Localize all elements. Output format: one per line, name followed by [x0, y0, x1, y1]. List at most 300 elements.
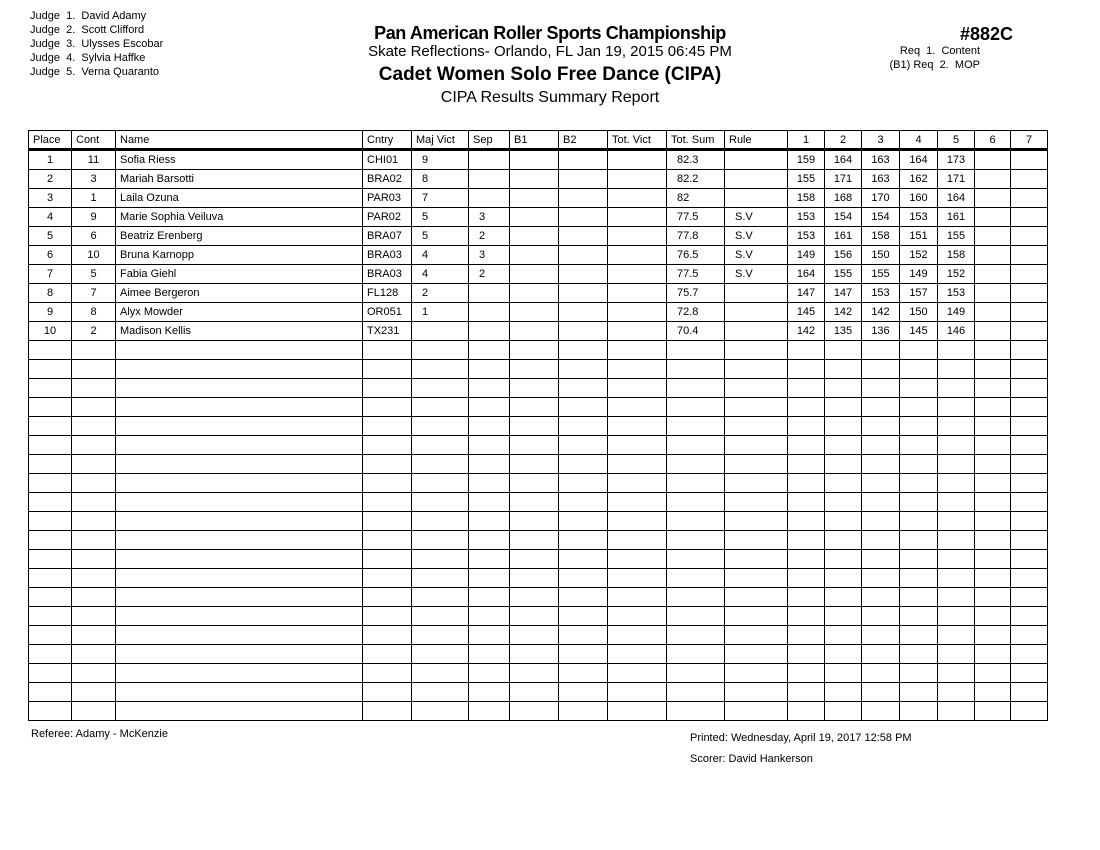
empty-cell — [725, 455, 788, 474]
cell-judge-1-score: 153 — [788, 227, 825, 246]
empty-cell — [975, 588, 1011, 607]
empty-cell — [938, 702, 975, 721]
empty-cell — [1011, 474, 1048, 493]
empty-cell — [469, 455, 510, 474]
cell-judge-7-score — [1011, 170, 1048, 189]
empty-cell — [72, 645, 116, 664]
empty-cell — [363, 379, 412, 398]
empty-cell — [725, 512, 788, 531]
table-row — [29, 227, 1048, 246]
empty-cell — [938, 455, 975, 474]
cell-judge-5-score: 152 — [938, 265, 975, 284]
empty-cell — [72, 379, 116, 398]
empty-cell — [559, 474, 608, 493]
empty-table-row — [29, 683, 1048, 702]
empty-cell — [788, 607, 825, 626]
empty-table-row — [29, 664, 1048, 683]
empty-cell — [29, 455, 72, 474]
empty-cell — [900, 550, 938, 569]
empty-cell — [608, 645, 667, 664]
empty-cell — [975, 379, 1011, 398]
empty-cell — [72, 531, 116, 550]
cell-judge-5-score: 155 — [938, 227, 975, 246]
empty-cell — [862, 550, 900, 569]
table-row — [29, 246, 1048, 265]
cell-cntry: BRA03 — [363, 265, 412, 284]
empty-cell — [725, 683, 788, 702]
empty-cell — [72, 512, 116, 531]
empty-cell — [900, 702, 938, 721]
cell-name: Sofia Riess — [116, 150, 363, 170]
empty-cell — [363, 550, 412, 569]
cell-judge-3-score: 158 — [862, 227, 900, 246]
empty-cell — [938, 474, 975, 493]
empty-cell — [559, 702, 608, 721]
empty-cell — [469, 626, 510, 645]
empty-cell — [788, 360, 825, 379]
col-b1: B1 — [510, 131, 559, 150]
empty-cell — [667, 569, 725, 588]
requirement-2: (B1) Req 2. MOP — [889, 59, 980, 71]
empty-table-row — [29, 645, 1048, 664]
empty-cell — [1011, 569, 1048, 588]
col-judge-3: 3 — [862, 131, 900, 150]
col-judge-4: 4 — [900, 131, 938, 150]
cell-judge-7-score — [1011, 284, 1048, 303]
empty-cell — [1011, 664, 1048, 683]
cell-sep — [469, 322, 510, 341]
empty-cell — [788, 664, 825, 683]
empty-cell — [608, 664, 667, 683]
empty-cell — [825, 626, 862, 645]
empty-cell — [1011, 607, 1048, 626]
col-b2: B2 — [559, 131, 608, 150]
empty-cell — [510, 417, 559, 436]
cell-judge-2-score: 168 — [825, 189, 862, 208]
empty-table-row — [29, 569, 1048, 588]
empty-cell — [725, 417, 788, 436]
cell-judge-2-score: 155 — [825, 265, 862, 284]
empty-cell — [608, 588, 667, 607]
cell-judge-4-score: 160 — [900, 189, 938, 208]
cell-tot-sum: 82 — [667, 189, 725, 208]
empty-cell — [412, 531, 469, 550]
col-maj-vict: Maj Vict — [412, 131, 469, 150]
judges-list — [30, 9, 163, 79]
empty-cell — [72, 436, 116, 455]
cell-cntry: BRA02 — [363, 170, 412, 189]
empty-table-row — [29, 379, 1048, 398]
empty-cell — [862, 360, 900, 379]
empty-cell — [862, 626, 900, 645]
empty-cell — [469, 588, 510, 607]
empty-cell — [29, 493, 72, 512]
empty-cell — [116, 455, 363, 474]
empty-cell — [788, 626, 825, 645]
cell-cont: 8 — [72, 303, 116, 322]
cell-b1 — [510, 303, 559, 322]
empty-cell — [938, 664, 975, 683]
empty-cell — [469, 550, 510, 569]
empty-cell — [29, 588, 72, 607]
cell-sep: 3 — [469, 208, 510, 227]
empty-table-row — [29, 493, 1048, 512]
cell-b2 — [559, 170, 608, 189]
empty-cell — [363, 607, 412, 626]
empty-cell — [725, 588, 788, 607]
cell-place: 10 — [29, 322, 72, 341]
empty-cell — [510, 474, 559, 493]
cell-judge-4-score: 157 — [900, 284, 938, 303]
empty-cell — [975, 474, 1011, 493]
cell-maj-vict: 4 — [412, 246, 469, 265]
empty-table-row — [29, 626, 1048, 645]
table-row — [29, 150, 1048, 170]
cell-maj-vict: 1 — [412, 303, 469, 322]
empty-cell — [825, 569, 862, 588]
cell-judge-5-score: 149 — [938, 303, 975, 322]
cell-judge-6-score — [975, 284, 1011, 303]
empty-cell — [559, 683, 608, 702]
empty-cell — [29, 664, 72, 683]
empty-cell — [72, 607, 116, 626]
empty-cell — [510, 398, 559, 417]
cell-judge-2-score: 161 — [825, 227, 862, 246]
empty-cell — [72, 474, 116, 493]
empty-cell — [116, 474, 363, 493]
empty-cell — [900, 360, 938, 379]
empty-cell — [72, 588, 116, 607]
empty-cell — [412, 436, 469, 455]
empty-cell — [116, 664, 363, 683]
empty-cell — [510, 626, 559, 645]
cell-judge-4-score: 153 — [900, 208, 938, 227]
empty-cell — [72, 360, 116, 379]
empty-cell — [862, 664, 900, 683]
empty-cell — [1011, 550, 1048, 569]
empty-cell — [725, 645, 788, 664]
empty-cell — [469, 683, 510, 702]
empty-cell — [725, 531, 788, 550]
empty-cell — [72, 683, 116, 702]
empty-cell — [862, 417, 900, 436]
empty-table-row — [29, 341, 1048, 360]
empty-cell — [363, 664, 412, 683]
empty-cell — [667, 417, 725, 436]
cell-judge-7-score — [1011, 303, 1048, 322]
empty-cell — [725, 626, 788, 645]
table-row — [29, 322, 1048, 341]
empty-cell — [825, 341, 862, 360]
cell-judge-7-score — [1011, 189, 1048, 208]
cell-cntry: BRA03 — [363, 246, 412, 265]
empty-cell — [862, 607, 900, 626]
empty-cell — [116, 702, 363, 721]
col-place: Place — [29, 131, 72, 150]
cell-b2 — [559, 303, 608, 322]
cell-judge-6-score — [975, 246, 1011, 265]
cell-maj-vict: 7 — [412, 189, 469, 208]
col-judge-6: 6 — [975, 131, 1011, 150]
cell-judge-6-score — [975, 150, 1011, 170]
empty-cell — [363, 702, 412, 721]
empty-cell — [938, 607, 975, 626]
empty-cell — [938, 341, 975, 360]
empty-cell — [788, 550, 825, 569]
empty-cell — [1011, 588, 1048, 607]
empty-cell — [862, 436, 900, 455]
empty-cell — [72, 493, 116, 512]
cell-rule — [725, 150, 788, 170]
empty-cell — [667, 607, 725, 626]
cell-name: Bruna Karnopp — [116, 246, 363, 265]
cell-maj-vict: 8 — [412, 170, 469, 189]
empty-cell — [608, 531, 667, 550]
empty-cell — [900, 417, 938, 436]
empty-cell — [825, 512, 862, 531]
empty-cell — [938, 417, 975, 436]
col-sep: Sep — [469, 131, 510, 150]
cell-judge-3-score: 163 — [862, 150, 900, 170]
judge-3: Judge 3. Ulysses Escobar — [30, 38, 164, 50]
empty-cell — [469, 493, 510, 512]
empty-cell — [1011, 512, 1048, 531]
empty-cell — [29, 398, 72, 417]
empty-cell — [825, 493, 862, 512]
empty-cell — [363, 645, 412, 664]
scorer-name: Scorer: David Hankerson — [690, 753, 813, 765]
empty-cell — [412, 702, 469, 721]
empty-table-row — [29, 455, 1048, 474]
empty-cell — [608, 436, 667, 455]
empty-cell — [725, 379, 788, 398]
empty-cell — [559, 626, 608, 645]
empty-cell — [412, 645, 469, 664]
empty-cell — [559, 512, 608, 531]
cell-cont: 9 — [72, 208, 116, 227]
empty-cell — [608, 569, 667, 588]
empty-cell — [363, 588, 412, 607]
event-number: #882C — [960, 24, 1014, 44]
col-tot-sum: Tot. Sum — [667, 131, 725, 150]
empty-cell — [363, 398, 412, 417]
empty-cell — [72, 569, 116, 588]
judge-5: Judge 5. Verna Quaranto — [30, 66, 160, 78]
cell-name: Fabia Giehl — [116, 265, 363, 284]
empty-cell — [116, 550, 363, 569]
empty-cell — [363, 474, 412, 493]
empty-cell — [72, 398, 116, 417]
empty-cell — [116, 626, 363, 645]
empty-cell — [667, 683, 725, 702]
empty-table-row — [29, 474, 1048, 493]
empty-cell — [559, 588, 608, 607]
empty-cell — [29, 417, 72, 436]
cell-place: 1 — [29, 150, 72, 170]
empty-cell — [862, 455, 900, 474]
empty-cell — [725, 702, 788, 721]
empty-cell — [1011, 493, 1048, 512]
empty-cell — [938, 493, 975, 512]
cell-maj-vict: 2 — [412, 284, 469, 303]
empty-cell — [363, 683, 412, 702]
requirements-list — [862, 44, 980, 72]
cell-judge-2-score: 135 — [825, 322, 862, 341]
event-title: Cadet Women Solo Free Dance (CIPA) — [378, 64, 722, 85]
empty-cell — [725, 664, 788, 683]
empty-cell — [510, 512, 559, 531]
cell-sep — [469, 284, 510, 303]
empty-cell — [862, 379, 900, 398]
empty-cell — [116, 569, 363, 588]
empty-cell — [510, 607, 559, 626]
cell-sep: 2 — [469, 265, 510, 284]
cell-tot-vict — [608, 322, 667, 341]
empty-cell — [667, 379, 725, 398]
cell-tot-vict — [608, 150, 667, 170]
cell-b2 — [559, 189, 608, 208]
results-table — [28, 130, 1048, 721]
printed-datetime: Printed: Wednesday, April 19, 2017 12:58 PM — [690, 732, 912, 744]
empty-cell — [975, 493, 1011, 512]
empty-cell — [608, 417, 667, 436]
empty-cell — [667, 531, 725, 550]
empty-cell — [825, 683, 862, 702]
empty-cell — [667, 702, 725, 721]
empty-cell — [510, 531, 559, 550]
empty-cell — [788, 531, 825, 550]
empty-cell — [116, 512, 363, 531]
cell-cntry: PAR02 — [363, 208, 412, 227]
empty-cell — [559, 607, 608, 626]
empty-cell — [469, 360, 510, 379]
empty-cell — [116, 588, 363, 607]
cell-name: Beatriz Erenberg — [116, 227, 363, 246]
empty-cell — [363, 626, 412, 645]
empty-cell — [559, 341, 608, 360]
cell-judge-5-score: 164 — [938, 189, 975, 208]
empty-cell — [559, 360, 608, 379]
col-judge-2: 2 — [825, 131, 862, 150]
empty-cell — [900, 436, 938, 455]
cell-name: Marie Sophia Veiluva — [116, 208, 363, 227]
cell-cont: 5 — [72, 265, 116, 284]
empty-cell — [862, 512, 900, 531]
empty-cell — [938, 379, 975, 398]
empty-cell — [862, 683, 900, 702]
empty-cell — [975, 360, 1011, 379]
cell-b1 — [510, 150, 559, 170]
empty-cell — [608, 379, 667, 398]
empty-cell — [938, 569, 975, 588]
cell-judge-6-score — [975, 170, 1011, 189]
cell-judge-1-score: 159 — [788, 150, 825, 170]
col-tot-vict: Tot. Vict — [608, 131, 667, 150]
empty-cell — [975, 645, 1011, 664]
empty-cell — [116, 645, 363, 664]
venue-datetime: Skate Reflections- Orlando, FL Jan 19, 2015 06:45 PM — [368, 43, 732, 60]
empty-cell — [667, 645, 725, 664]
empty-cell — [608, 474, 667, 493]
empty-cell — [559, 455, 608, 474]
empty-cell — [900, 683, 938, 702]
cell-judge-4-score: 152 — [900, 246, 938, 265]
cell-maj-vict: 9 — [412, 150, 469, 170]
cell-judge-4-score: 145 — [900, 322, 938, 341]
cell-judge-3-score: 155 — [862, 265, 900, 284]
empty-cell — [608, 626, 667, 645]
empty-cell — [900, 531, 938, 550]
cell-b1 — [510, 170, 559, 189]
cell-cntry: PAR03 — [363, 189, 412, 208]
col-cntry: Cntry — [363, 131, 412, 150]
empty-cell — [72, 455, 116, 474]
cell-cont: 11 — [72, 150, 116, 170]
cell-judge-6-score — [975, 265, 1011, 284]
cell-judge-1-score: 158 — [788, 189, 825, 208]
cell-tot-vict — [608, 227, 667, 246]
cell-judge-2-score: 164 — [825, 150, 862, 170]
empty-cell — [788, 645, 825, 664]
empty-cell — [667, 398, 725, 417]
judge-4: Judge 4. Sylvia Haffke — [30, 52, 146, 64]
empty-cell — [29, 531, 72, 550]
empty-cell — [559, 550, 608, 569]
empty-cell — [788, 588, 825, 607]
championship-title: Pan American Roller Sports Championship — [374, 23, 726, 43]
cell-judge-2-score: 154 — [825, 208, 862, 227]
empty-cell — [900, 607, 938, 626]
cell-name: Laila Ozuna — [116, 189, 363, 208]
cell-sep: 3 — [469, 246, 510, 265]
cell-judge-2-score: 156 — [825, 246, 862, 265]
empty-table-row — [29, 588, 1048, 607]
empty-cell — [862, 341, 900, 360]
empty-cell — [469, 645, 510, 664]
empty-cell — [938, 436, 975, 455]
empty-cell — [469, 341, 510, 360]
empty-cell — [900, 626, 938, 645]
cell-judge-6-score — [975, 208, 1011, 227]
empty-cell — [1011, 436, 1048, 455]
empty-cell — [938, 512, 975, 531]
cell-b2 — [559, 150, 608, 170]
empty-cell — [412, 512, 469, 531]
empty-cell — [510, 645, 559, 664]
empty-cell — [72, 702, 116, 721]
cell-judge-4-score: 151 — [900, 227, 938, 246]
cell-b2 — [559, 322, 608, 341]
empty-cell — [116, 341, 363, 360]
cell-rule — [725, 322, 788, 341]
empty-cell — [975, 550, 1011, 569]
empty-cell — [29, 550, 72, 569]
cell-cont: 7 — [72, 284, 116, 303]
empty-cell — [788, 398, 825, 417]
empty-cell — [667, 588, 725, 607]
empty-cell — [975, 626, 1011, 645]
col-judge-7: 7 — [1011, 131, 1048, 150]
cell-name: Aimee Bergeron — [116, 284, 363, 303]
cell-judge-5-score: 171 — [938, 170, 975, 189]
col-judge-5: 5 — [938, 131, 975, 150]
empty-cell — [788, 569, 825, 588]
empty-cell — [363, 531, 412, 550]
empty-cell — [412, 664, 469, 683]
empty-cell — [72, 664, 116, 683]
empty-cell — [29, 569, 72, 588]
empty-cell — [72, 626, 116, 645]
